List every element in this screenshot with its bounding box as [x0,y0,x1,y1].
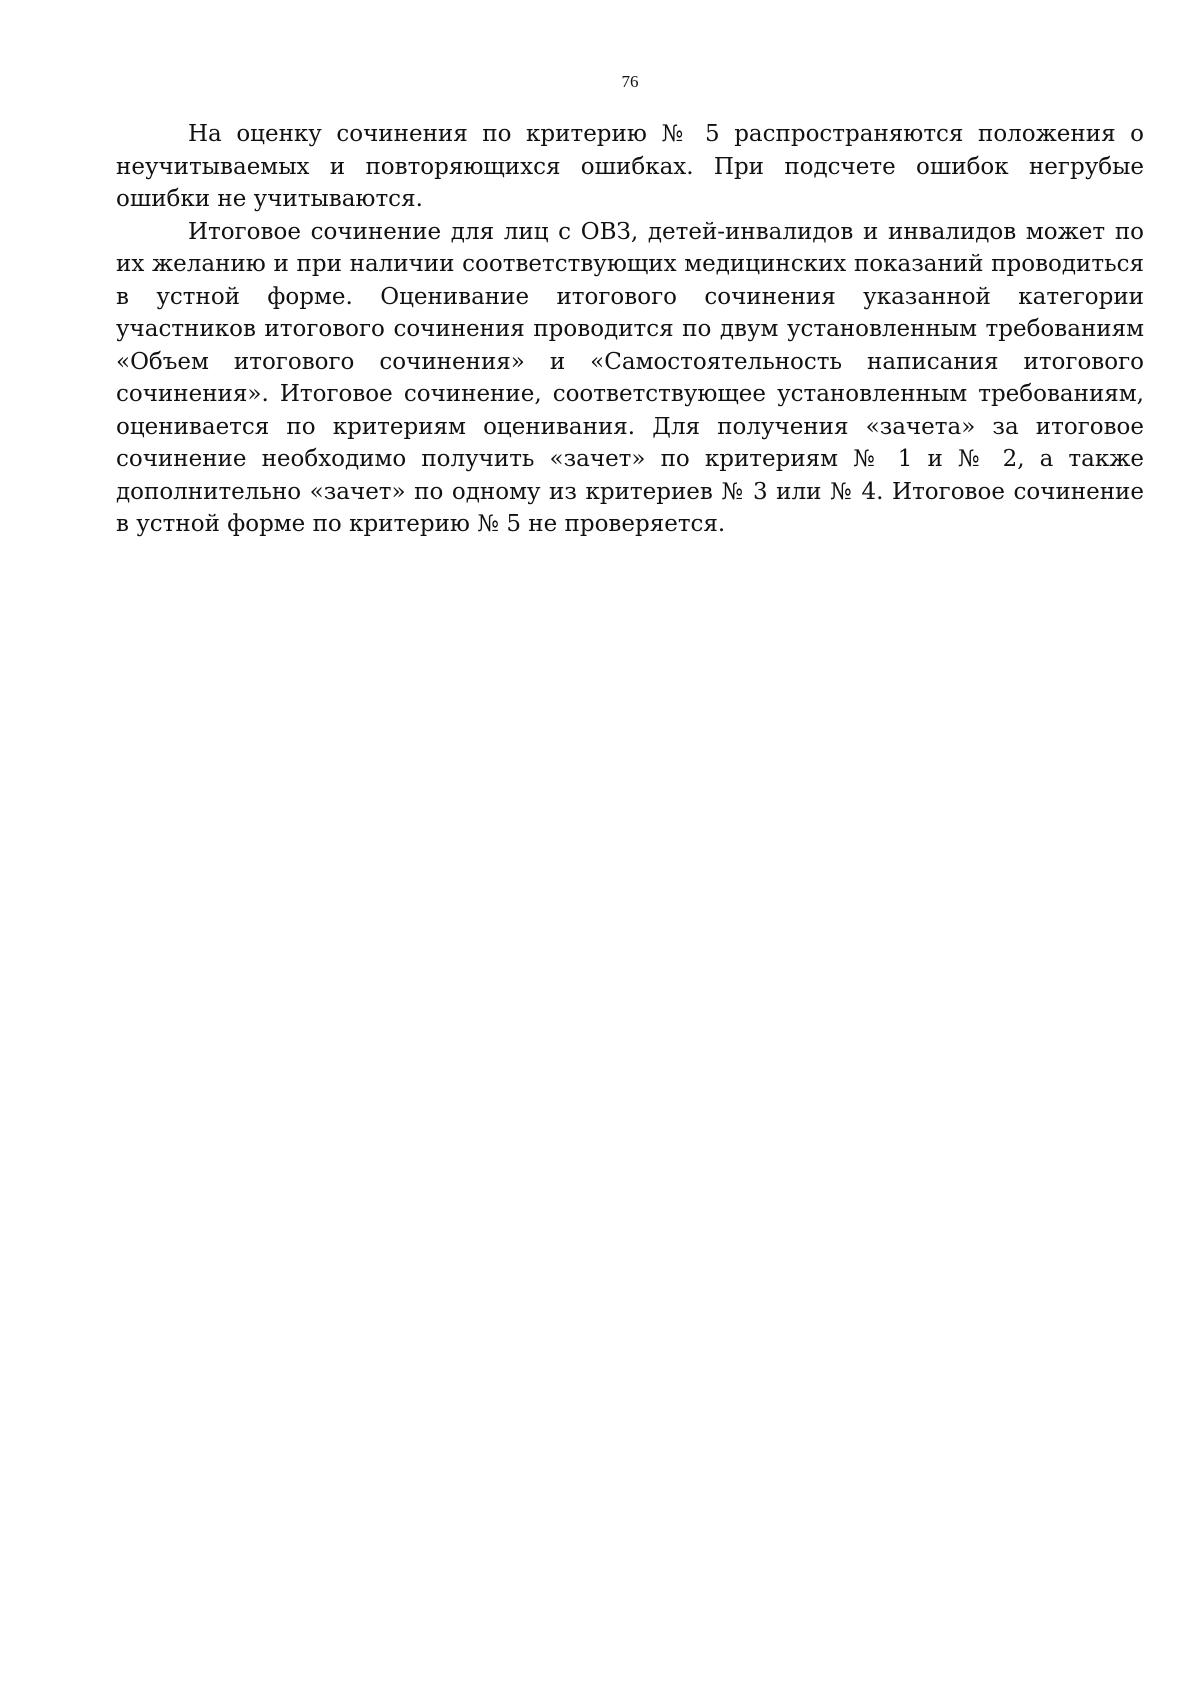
body-text [116,118,1144,541]
paragraph-criterion-5: На оценку сочинения по критерию № 5 распространяются положения о неучитываемых и повторяющихся ошибках. При подсчете ошибок негрубые ошибки не учитываются. [116,121,1144,212]
paragraph-oral-form: Итоговое сочинение для лиц с ОВЗ, детей-инвалидов и инвалидов может по их желанию и при наличии соответствующих медицинских показаний проводиться в устной форме. Оценивание итогового сочинения указанной категории участников итогового сочинения проводится по двум установленным требованиям «Объем итогового сочинения» и «Самостоятельность написания итогового сочинения». Итоговое сочинение, соответствующее установленным требованиям, оценивается по критериям оценивания. Для получения «зачета» за итоговое сочинение необходимо получить «зачет» по критериям № 1 и № 2, а также дополнительно «зачет» по одному из критериев № 3 или № 4. Итоговое сочинение в устной форме по критерию № 5 не проверяется. [116,218,1144,537]
page-number: 76 [621,72,639,91]
